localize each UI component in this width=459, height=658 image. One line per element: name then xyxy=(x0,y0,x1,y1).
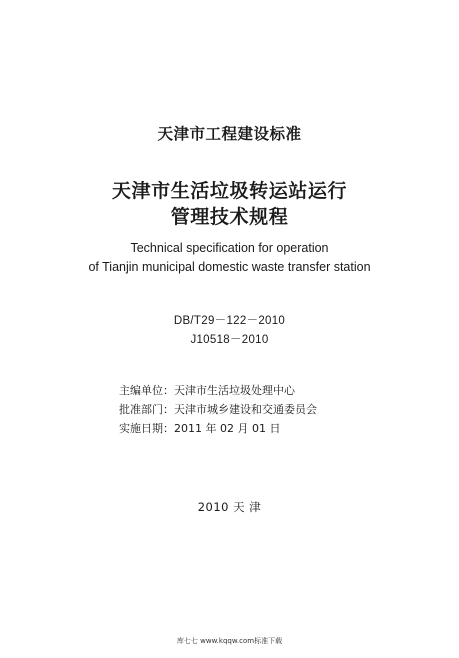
footer-watermark: 库七七 www.kqqw.com标准下载 xyxy=(176,637,283,645)
series-title: 天津市工程建设标准 xyxy=(157,125,302,143)
publication-imprint: 2010 天 津 xyxy=(197,500,262,514)
effective-date: 实施日期：2011 年 02 月 01 日 xyxy=(119,422,281,435)
title-en-line1: Technical specification for operation xyxy=(130,241,329,255)
filing-code: J10518－2010 xyxy=(190,334,269,346)
title-zh-line2: 管理技术规程 xyxy=(170,206,289,228)
standard-code: DB/T29－122－2010 xyxy=(173,315,286,327)
approval-department: 批准部门：天津市城乡建设和交通委员会 xyxy=(119,403,317,416)
editor-unit: 主编单位：天津市生活垃圾处理中心 xyxy=(119,384,295,397)
title-en-line2: of Tianjin municipal domestic waste transfer station xyxy=(88,260,371,274)
title-zh-line1: 天津市生活垃圾转运站运行 xyxy=(111,180,348,202)
